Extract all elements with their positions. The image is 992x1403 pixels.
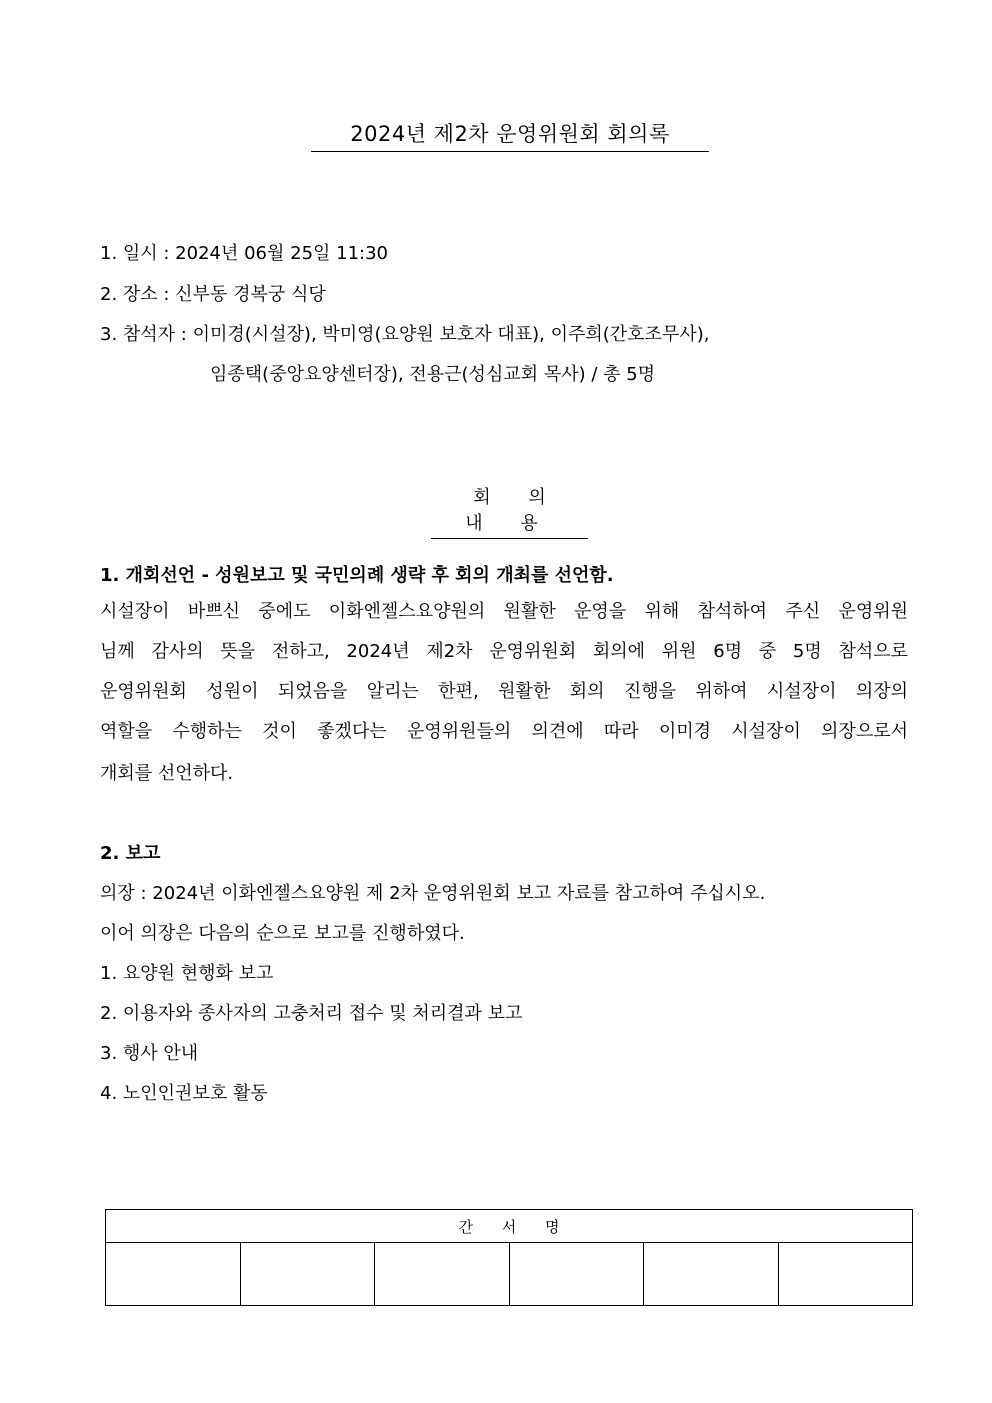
meeting-place: 2. 장소 : 신부동 경복궁 식당: [100, 284, 326, 305]
report-list-item: 4. 노인인권보호 활동: [100, 1083, 268, 1104]
item1-line: 운영위원회 성원이 되었음을 알리는 한편, 원활한 회의 진행을 위하여 시설장이 의장의: [100, 681, 908, 702]
report-list-item: 2. 이용자와 종사자의 고충처리 접수 및 처리결과 보고: [100, 1003, 523, 1024]
signature-cell[interactable]: [375, 1243, 510, 1306]
item2-line: 의장 : 2024년 이화엔젤스요양원 제 2차 운영위원회 보고 자료를 참고하여 주십시오.: [100, 883, 766, 904]
section-title: 회 의 내 용: [431, 483, 588, 539]
item2-heading: 2. 보고: [100, 843, 161, 864]
item1-heading: 1. 개회선언 - 성원보고 및 국민의례 생략 후 회의 개최를 선언함.: [100, 565, 614, 586]
signature-cell[interactable]: [778, 1243, 913, 1306]
item1-body: [100, 592, 908, 752]
signature-cell[interactable]: [644, 1243, 779, 1306]
signature-cell[interactable]: [509, 1243, 644, 1306]
item1-line: 개회를 선언하다.: [100, 763, 234, 784]
report-list-item: 3. 행사 안내: [100, 1043, 199, 1064]
meeting-date: 1. 일시 : 2024년 06월 25일 11:30: [100, 243, 388, 264]
item1-line: 님께 감사의 뜻을 전하고, 2024년 제2차 운영위원회 회의에 위원 6명 중 5명 참석으로: [100, 641, 908, 662]
meeting-attendees-cont: 임종택(중앙요양센터장), 전용근(성심교회 목사) / 총 5명: [210, 364, 656, 385]
signature-cell[interactable]: [106, 1243, 241, 1306]
item1-line: 역할을 수행하는 것이 좋겠다는 운영위원들의 의견에 따라 이미경 시설장이 의장으로서: [100, 721, 908, 742]
item1-line: 시설장이 바쁘신 중에도 이화엔젤스요양원의 원활한 운영을 위해 참석하여 주신 운영위원: [100, 601, 908, 622]
signature-table: [105, 1209, 913, 1306]
report-list-item: 1. 요양원 현행화 보고: [100, 963, 274, 984]
document-title: 2024년 제2차 운영위원회 회의록: [311, 118, 709, 152]
meeting-attendees: 3. 참석자 : 이미경(시설장), 박미영(요양원 보호자 대표), 이주희(간호조무사),: [100, 324, 710, 345]
signature-header: 간 서 명: [106, 1210, 913, 1243]
signature-cell[interactable]: [240, 1243, 375, 1306]
item2-line: 이어 의장은 다음의 순으로 보고를 진행하였다.: [100, 923, 465, 944]
